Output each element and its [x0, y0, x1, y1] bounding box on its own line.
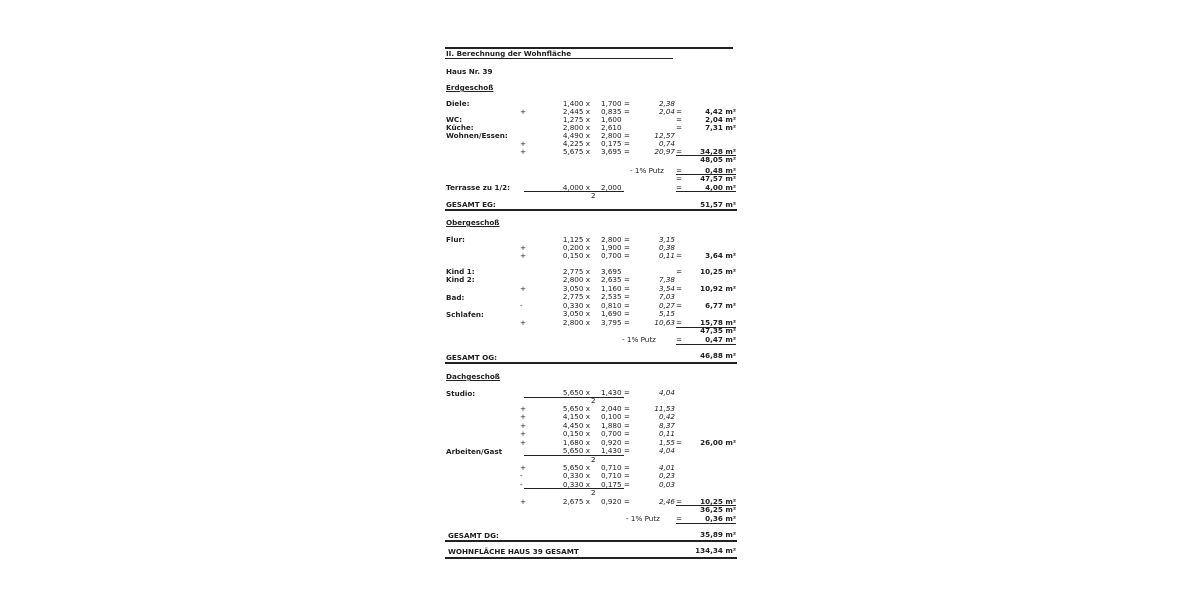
eg-putz-value: 0,48 m² [705, 166, 736, 175]
og-line-result: 7,38 [658, 275, 675, 284]
dg-line-factor-a: 4,150 x [562, 412, 590, 421]
eg-putz-label: - 1% Putz [630, 166, 664, 175]
dg-line-result: 4,04 [658, 446, 675, 455]
eg-label-wc: WC: [446, 115, 463, 124]
og-line-total: 10,92 m² [700, 284, 736, 293]
dg-line-sign: + [520, 438, 527, 447]
og-line-factor-b: 3,695 [601, 267, 622, 276]
dg-line2-sign: - [520, 471, 523, 480]
eg-total: 51,57 m² [700, 200, 736, 209]
eg-label-diele: Diele: [446, 99, 470, 108]
og-line-result: 3,54 [658, 284, 675, 293]
dg-line-factor-a: 0,150 x [562, 429, 590, 438]
dg-studio-a: 5,650 x [562, 388, 590, 397]
eg-line-factor-b: 1,700 = [601, 99, 630, 108]
dg-studio-result: 4,04 [658, 388, 675, 397]
eg-terrasse-total: 4,00 m² [705, 183, 736, 192]
dg-fraction-line-2 [524, 455, 624, 456]
og-line-factor-b: 0,810 = [601, 301, 630, 310]
og-line-total: 15,78 m² [700, 318, 736, 327]
grand-total-rule [445, 557, 737, 559]
dg-line2-factor-a: 0,330 x [562, 480, 590, 489]
og-line-factor-a: 0,200 x [562, 243, 590, 252]
eg-line-total: 4,42 m² [705, 107, 736, 116]
dg-subtotal: 36,25 m² [700, 505, 736, 514]
dg-line-factor-a: 1,680 x [562, 438, 590, 447]
og-total: 46,88 m² [700, 351, 736, 360]
og-putz-value: 0,47 m² [705, 335, 736, 344]
eg-line-sign: + [520, 139, 527, 148]
eg-line-total: 2,04 m² [705, 115, 736, 124]
og-subtotal: 47,35 m² [700, 326, 736, 335]
eg-line-factor-a: 2,445 x [562, 107, 590, 116]
eg-line-result: 2,38 [658, 99, 675, 108]
dg-line-sign: + [520, 404, 527, 413]
dg-line-factor-b: 1,430 = [601, 446, 630, 455]
og-total-rule [445, 362, 737, 364]
eg-subtotal: 48,05 m² [700, 155, 736, 164]
eg-line-total: 7,31 m² [705, 123, 736, 132]
dg-divisor-2: 2 [591, 455, 596, 464]
og-line-factor-b: 1,690 = [601, 309, 630, 318]
eg-line-factor-b: 2,800 = [601, 131, 630, 140]
section-title: II. Berechnung der Wohnfläche [446, 49, 572, 58]
dg-fraction-line-3 [524, 488, 624, 489]
og-label-schlafen: Schlafen: [446, 310, 484, 319]
og-label-bad: Bad: [446, 293, 465, 302]
og-line-total: 3,64 m² [705, 251, 736, 260]
eg-line-factor-b: 3,695 = [601, 147, 630, 156]
og-line-equals: = [676, 318, 683, 327]
og-line-factor-a: 3,050 x [562, 309, 590, 318]
eg-line-sign: + [520, 147, 527, 156]
og-line-equals: = [676, 267, 683, 276]
dg-line2-sign: + [520, 463, 527, 472]
dg-line2-sign: - [520, 480, 523, 489]
og-line-result: 0,27 [658, 301, 675, 310]
dg-label-arbeiten: Arbeiten/Gast [446, 447, 503, 456]
dg-line2-factor-b: 0,710 = [601, 471, 630, 480]
og-line-result: 0,38 [658, 243, 675, 252]
dg-putz-eq: = [676, 514, 683, 523]
dg-line-equals: = [676, 438, 683, 447]
eg-line-factor-b: 2,610 [601, 123, 622, 132]
eg-total-rule [445, 209, 737, 211]
eg-line-factor-a: 1,400 x [562, 99, 590, 108]
og-line-factor-b: 0,700 = [601, 251, 630, 260]
og-label-kind2: Kind 2: [446, 275, 475, 284]
eg-label-kueche: Küche: [446, 123, 474, 132]
dg-divisor-3: 2 [591, 488, 596, 497]
dg-studio-divisor: 2 [591, 396, 596, 405]
dg-label-studio: Studio: [446, 389, 476, 398]
og-line-result: 0,11 [658, 251, 675, 260]
eg-line-equals: = [676, 123, 683, 132]
og-putz-label: - 1% Putz [622, 335, 656, 344]
og-line-result: 10,63 [654, 318, 675, 327]
og-line-factor-b: 2,535 = [601, 292, 630, 301]
og-line-factor-b: 1,160 = [601, 284, 630, 293]
dg-line2-factor-a: 5,650 x [562, 463, 590, 472]
og-label-kind1: Kind 1: [446, 267, 475, 276]
dg-last-a: 2,675 x [562, 497, 590, 506]
og-line-factor-a: 0,330 x [562, 301, 590, 310]
eg-label-wohnen: Wohnen/Essen: [446, 131, 508, 140]
dg-studio-b: 1,430 = [601, 388, 630, 397]
eg-terrasse-eq: = [676, 183, 683, 192]
og-putz-eq: = [676, 335, 683, 344]
eg-line-factor-a: 1,275 x [562, 115, 590, 124]
dg-line2-result: 0,23 [658, 471, 675, 480]
eg-line-result: 0,74 [658, 139, 675, 148]
eg-after-putz: 47,57 m² [700, 174, 736, 183]
eg-line-factor-b: 0,175 = [601, 139, 630, 148]
dg-total-rule [445, 540, 737, 542]
og-line-factor-b: 3,795 = [601, 318, 630, 327]
grand-total-label: WOHNFLÄCHE HAUS 39 GESAMT [448, 547, 579, 556]
eg-terrasse-divisor: 2 [591, 191, 596, 200]
og-line-sign: + [520, 318, 527, 327]
og-line-total: 6,77 m² [705, 301, 736, 310]
eg-line-equals: = [676, 147, 683, 156]
og-line-factor-b: 2,635 = [601, 275, 630, 284]
eg-line-result: 12,57 [654, 131, 675, 140]
dg-line-result: 0,11 [658, 429, 675, 438]
dg-line-factor-b: 0,700 = [601, 429, 630, 438]
eg-line-result: 20,97 [654, 147, 675, 156]
og-label-flur: Flur: [446, 235, 465, 244]
eg-line-factor-a: 4,225 x [562, 139, 590, 148]
eg-line-sign: + [520, 107, 527, 116]
dg-line-factor-a: 5,650 x [562, 404, 590, 413]
dg-last-b: 0,920 = [601, 497, 630, 506]
dg-line-factor-a: 4,450 x [562, 421, 590, 430]
eg-line-factor-a: 4,490 x [562, 131, 590, 140]
dg-putz-value: 0,36 m² [705, 514, 736, 523]
og-total-label: GESAMT OG: [446, 353, 497, 362]
dg-line2-factor-b: 0,175 = [601, 480, 630, 489]
og-heading: Obergeschoß [446, 218, 500, 227]
dg-putz-label: - 1% Putz [626, 514, 660, 523]
eg-line-equals: = [676, 107, 683, 116]
og-line-factor-b: 1,900 = [601, 243, 630, 252]
dg-line2-result: 4,01 [658, 463, 675, 472]
eg-line-equals: = [676, 115, 683, 124]
dg-last-sign: + [520, 497, 527, 506]
dg-studio-fraction-line [524, 397, 624, 398]
dg-line2-result: 0,03 [658, 480, 675, 489]
dg-line-result: 8,37 [658, 421, 675, 430]
dg-last-result: 2,46 [658, 497, 675, 506]
og-line-result: 7,03 [658, 292, 675, 301]
grand-total: 134,34 m² [695, 546, 736, 555]
og-line-result: 3,15 [658, 235, 675, 244]
dg-line-factor-b: 0,100 = [601, 412, 630, 421]
dg-line-total: 26,00 m² [700, 438, 736, 447]
eg-line-factor-a: 5,675 x [562, 147, 590, 156]
dg-line-factor-b: 0,920 = [601, 438, 630, 447]
og-line-factor-a: 2,800 x [562, 275, 590, 284]
dg-line-factor-b: 2,040 = [601, 404, 630, 413]
og-line-result: 5,15 [658, 309, 675, 318]
eg-line-result: 2,04 [658, 107, 675, 116]
eg-terrasse-b: 2,000 [601, 183, 622, 192]
eg-line-factor-b: 1,600 [601, 115, 622, 124]
eg-line-factor-b: 0,835 = [601, 107, 630, 116]
og-line-factor-a: 3,050 x [562, 284, 590, 293]
eg-label-terrasse: Terrasse zu 1/2: [446, 183, 510, 192]
dg-last-total: 10,25 m² [700, 497, 736, 506]
og-putz-underline [676, 344, 736, 345]
dg-total: 35,89 m² [700, 530, 736, 539]
dg-line-result: 1,55 [658, 438, 675, 447]
og-line-equals: = [676, 251, 683, 260]
eg-terrasse-fraction-line [524, 191, 624, 192]
og-line-sign: + [520, 284, 527, 293]
og-line-total: 10,25 m² [700, 267, 736, 276]
title-underline [445, 58, 673, 59]
dg-line-result: 0,42 [658, 412, 675, 421]
eg-putz-eq: = [676, 166, 683, 175]
dg-line-factor-a: 5,650 x [562, 446, 590, 455]
og-line-factor-a: 1,125 x [562, 235, 590, 244]
dg-last-eq: = [676, 497, 683, 506]
dg-line-result: 11,53 [654, 404, 675, 413]
og-line-factor-b: 2,800 = [601, 235, 630, 244]
eg-heading: Erdgeschoß [446, 83, 494, 92]
og-line-factor-a: 2,800 x [562, 318, 590, 327]
dg-line-factor-b: 1,880 = [601, 421, 630, 430]
dg-total-label: GESAMT DG: [448, 531, 499, 540]
eg-line-total: 34,28 m² [700, 147, 736, 156]
eg-terrasse-underline [676, 191, 736, 192]
og-line-sign: - [520, 301, 523, 310]
og-line-equals: = [676, 301, 683, 310]
og-line-factor-a: 2,775 x [562, 267, 590, 276]
eg-total-label: GESAMT EG: [446, 200, 496, 209]
dg-line-sign: + [520, 429, 527, 438]
og-line-sign: + [520, 243, 527, 252]
og-line-sign: + [520, 251, 527, 260]
og-line-factor-a: 2,775 x [562, 292, 590, 301]
calculation-document [440, 40, 740, 580]
dg-line-sign: + [520, 412, 527, 421]
dg-line-sign: + [520, 421, 527, 430]
dg-putz-underline [676, 523, 736, 524]
eg-terrasse-a: 4,000 x [562, 183, 590, 192]
eg-after-putz-eq: = [676, 174, 683, 183]
eg-line-factor-a: 2,800 x [562, 123, 590, 132]
dg-line2-factor-b: 0,710 = [601, 463, 630, 472]
og-line-equals: = [676, 284, 683, 293]
og-line-factor-a: 0,150 x [562, 251, 590, 260]
dg-heading: Dachgeschoß [446, 372, 500, 381]
house-number: Haus Nr. 39 [446, 67, 493, 76]
dg-line2-factor-a: 0,330 x [562, 471, 590, 480]
